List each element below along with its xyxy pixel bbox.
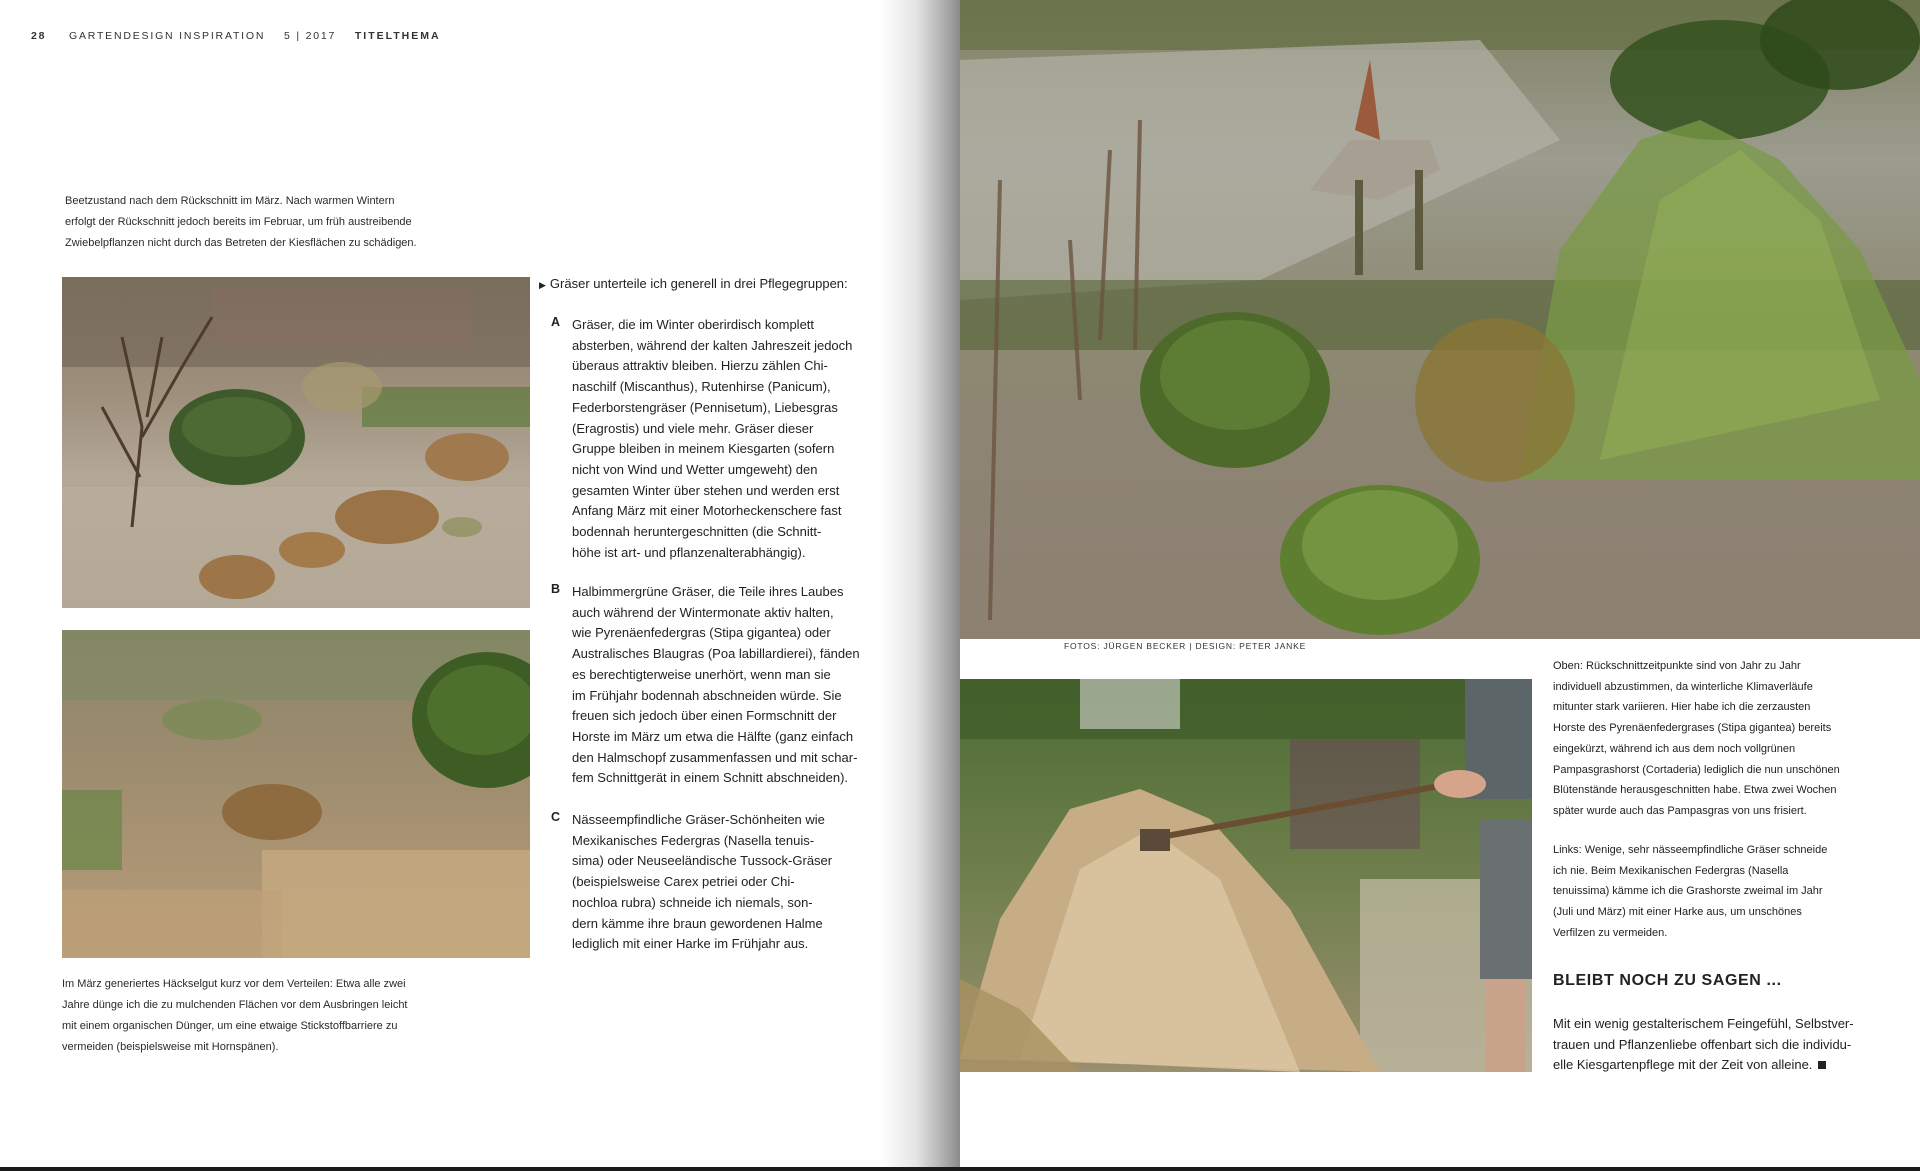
photo-mulch-straw (62, 630, 530, 958)
group-letter: A (551, 315, 561, 329)
running-header (31, 30, 455, 42)
text-line: nochloa rubra) schneide ich niemals, son- (572, 894, 813, 910)
arrow-icon: ▶ (539, 280, 546, 290)
text-line: freuen sich jedoch über einen Formschnitt der (572, 708, 837, 724)
text-line: überaus attraktiv bleiben. Hierzu zählen Chi- (572, 358, 828, 374)
group-text (572, 582, 872, 789)
caption-line: ich nie. Beim Mexikanischen Federgras (Nasella (1553, 864, 1789, 877)
care-group-c (551, 810, 861, 960)
page-number: 28 (31, 30, 47, 42)
text-line: fem Schnittgerät in einem Schnitt abschneiden). (572, 770, 849, 786)
text-line: Halbimmergrüne Gräser, die Teile ihres Laubes (572, 584, 844, 599)
text-line: elle Kiesgartenpflege mit der Zeit von alleine. (1553, 1057, 1813, 1073)
magazine-title: GARTENDESIGN INSPIRATION (69, 30, 266, 42)
caption-line: später wurde auch das Pampasgras von uns frisiert. (1553, 804, 1807, 817)
text-line-last (1553, 1055, 1854, 1076)
group-text (572, 315, 872, 563)
caption-line: tenuissima) kämme ich die Grashorste zweimal im Jahr (1553, 885, 1823, 898)
caption-line: Beetzustand nach dem Rückschnitt im März. Nach warmen Wintern (65, 195, 395, 207)
text-line: Federborstengräser (Pennisetum), Liebesgras (572, 399, 838, 415)
caption-line: Verfilzen zu vermeiden. (1553, 926, 1668, 939)
bottom-edge-rule (0, 1167, 1920, 1171)
text-line: lediglich mit einer Harke im Frühjahr aus. (572, 936, 809, 952)
text-line: es berechtigterweise unerhört, wenn man sie (572, 666, 831, 682)
caption-line: erfolgt der Rückschnitt jedoch bereits im Februar, um früh austreibende (65, 216, 412, 228)
text-line: trauen und Pflanzenliebe offenbart sich die individu- (1553, 1036, 1852, 1052)
text-line: Australisches Blaugras (Poa labillardierei), fänden (572, 646, 860, 662)
care-group-b (551, 582, 861, 792)
photo-gravel-garden-shrubs (62, 277, 530, 608)
text-line: Nässeempfindliche Gräser-Schönheiten wie (572, 812, 825, 827)
text-line: naschilf (Miscanthus), Rutenhirse (Panicum), (572, 379, 831, 395)
intro-line (539, 274, 848, 295)
text-line: den Halmschopf zusammenfassen und mit schar- (572, 749, 858, 765)
group-letter: B (551, 582, 561, 596)
page-gutter (880, 0, 960, 1167)
caption-line: vermeiden (beispielsweise mit Hornspänen). (62, 1041, 279, 1053)
photo-combing-grass (960, 679, 1532, 1072)
caption-line: Zwiebelpflanzen nicht durch das Betreten der Kiesflächen zu schädigen. (65, 237, 417, 249)
text-line: wie Pyrenäenfedergras (Stipa gigantea) oder (572, 625, 831, 641)
end-mark-icon (1818, 1061, 1826, 1069)
caption-line: Blütenstände herausgeschnitten habe. Etwa zwei Wochen (1553, 784, 1837, 797)
text-line: Gruppe bleiben in meinem Kiesgarten (sofern (572, 441, 835, 457)
closing-paragraph (1553, 1014, 1854, 1076)
text-line: auch während der Wintermonate aktiv halten, (572, 604, 834, 620)
text-line: höhe ist art- und pflanzenalterabhängig). (572, 544, 806, 560)
photo-credits: FOTOS: JÜRGEN BECKER | DESIGN: PETER JANKE (1064, 641, 1307, 651)
text-line: gesamten Winter über stehen und werden erst (572, 482, 840, 498)
text-line: im Frühjahr bodennah abschneiden würde. Sie (572, 687, 842, 703)
caption-line: Jahre dünge ich die zu mulchenden Flächen vor dem Ausbringen leicht (62, 999, 408, 1011)
caption-line: eingekürzt, während ich aus dem noch vollgrünen (1553, 742, 1796, 755)
text-line: Horste im März um etwa die Hälfte (ganz einfach (572, 728, 854, 744)
text-line: (Eragrostis) und viele mehr. Gräser dieser (572, 420, 814, 436)
caption-top-left (65, 191, 417, 254)
text-line: Gräser, die im Winter oberirdisch komplett (572, 317, 815, 332)
intro-text: Gräser unterteile ich generell in drei Pflegegruppen: (549, 276, 848, 291)
caption-line: Links: Wenige, sehr nässeempfindliche Gräser schneide (1553, 844, 1828, 856)
text-line: Mexikanisches Federgras (Nasella tenuis- (572, 832, 815, 848)
caption-line: Im März generiertes Häckselgut kurz vor dem Verteilen: Etwa alle zwei (62, 978, 406, 990)
photo-gravel-garden-grasses (960, 0, 1920, 639)
section-title: TITELTHEMA (354, 30, 441, 42)
group-text (572, 810, 872, 955)
text-line: sima) oder Neuseeländische Tussock-Gräser (572, 853, 833, 869)
caption-right-bottom (1553, 840, 1873, 944)
text-line: bodennah heruntergeschnitten (die Schnitt- (572, 524, 822, 540)
section-subhead: BLEIBT NOCH ZU SAGEN ... (1553, 972, 1782, 989)
text-line: (beispielsweise Carex petriei oder Chi- (572, 874, 795, 890)
caption-bottom-left (62, 974, 408, 1058)
text-line: Anfang März mit einer Motorheckenschere fast (572, 503, 842, 519)
text-line: dern kämme ihre braun gewordenen Halme (572, 915, 823, 931)
caption-line: Oben: Rückschnittzeitpunkte sind von Jahr zu Jahr (1553, 660, 1801, 672)
text-line: Mit ein wenig gestalterischem Feingefühl, Selbstver- (1553, 1016, 1854, 1031)
caption-line: Horste des Pyrenäenfedergrases (Stipa gigantea) bereits (1553, 722, 1832, 735)
caption-line: individuell abzustimmen, da winterliche Klimaverläufe (1553, 680, 1813, 693)
text-line: nicht von Wind und Wetter umgeweht) den (572, 461, 818, 477)
caption-line: mit einem organischen Dünger, um eine etwaige Stickstoffbarriere zu (62, 1020, 398, 1032)
issue-number: 5 | 2017 (283, 30, 337, 42)
caption-right-top (1553, 656, 1873, 822)
text-line: absterben, während der kalten Jahreszeit jedoch (572, 337, 853, 353)
care-group-a (551, 315, 861, 565)
caption-line: mitunter stark variieren. Hier habe ich die zerzausten (1553, 701, 1811, 714)
group-letter: C (551, 810, 561, 824)
caption-line: Pampasgrashorst (Cortaderia) lediglich die nun unschönen (1553, 763, 1840, 776)
caption-line: (Juli und März) mit einer Harke aus, um unschönes (1553, 906, 1802, 919)
